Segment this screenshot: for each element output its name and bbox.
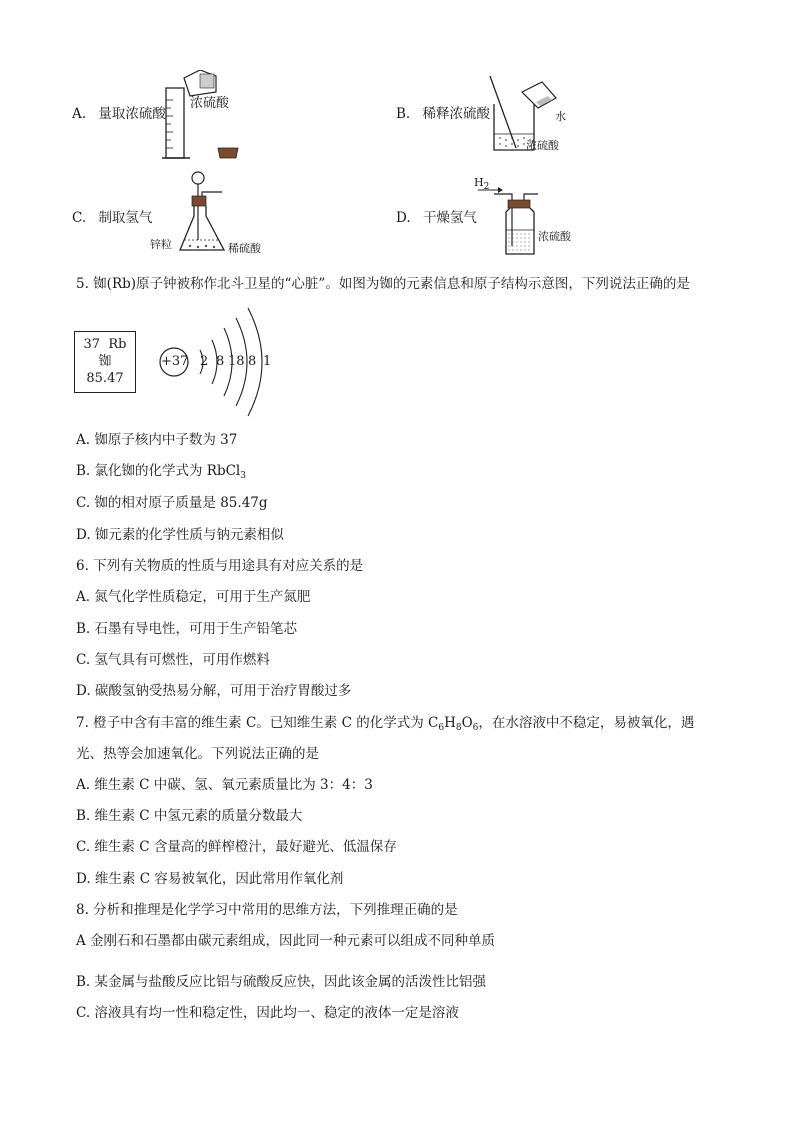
option-7b: B. 维生素 C 中氢元素的质量分数最大 xyxy=(76,808,303,824)
option-letter: A. xyxy=(72,106,87,122)
question-6-stem: 6. 下列有关物质的性质与用途具有对应关系的是 xyxy=(76,558,364,574)
fig-label-h2: $H_2$ xyxy=(474,176,490,192)
element-symbol: Rb xyxy=(108,337,127,352)
shell-1-count: 2 xyxy=(200,354,209,369)
shell-5-count: 1 xyxy=(263,354,272,369)
option-text: 干燥氢气 xyxy=(422,210,477,226)
fig-label-acid: 稀硫酸 xyxy=(228,242,261,255)
option-7a: A. 维生素 C 中碳、氢、氧元素质量比为 3：4：3 xyxy=(76,777,373,793)
fig-label-acid: 浓硫酸 xyxy=(526,139,559,152)
shell-2-count: 8 xyxy=(216,354,225,369)
element-name: 铷 xyxy=(98,354,112,369)
option-7d: D. 维生素 C 容易被氧化，因此常用作氧化剂 xyxy=(76,871,344,887)
fig-label-acid: 浓硫酸 xyxy=(190,96,230,111)
option-5a: A. 铷原子核内中子数为 37 xyxy=(76,432,238,448)
option-4b xyxy=(396,105,490,123)
option-text: 稀释浓硫酸 xyxy=(422,106,491,122)
question-7-stem-line2: 光、热等会加速氧化。下列说法正确的是 xyxy=(76,746,319,762)
option-8a: A 金刚石和石墨都由碳元素组成，因此同一种元素可以组成不同种单质 xyxy=(76,933,496,949)
fig-label-acid: 浓硫酸 xyxy=(538,230,571,243)
option-7c: C. 维生素 C 含量高的鲜榨橙汁，最好避光、低温保存 xyxy=(76,839,397,855)
nucleus-charge: +37 xyxy=(161,354,189,369)
option-5b: B. 氯化铷的化学式为 RbCl$_3$ xyxy=(76,463,246,481)
atomic-mass: 85.47 xyxy=(86,371,124,386)
question-5-stem: 5. 铷(Rb)原子钟被称作北斗卫星的“心脏”。如图为铷的元素信息和原子结构示意图，下列说法正确的是 xyxy=(76,276,690,292)
option-6d: D. 碳酸氢钠受热易分解，可用于治疗胃酸过多 xyxy=(76,683,352,699)
shell-4-count: 8 xyxy=(248,354,257,369)
graduated-cylinder-figure xyxy=(160,70,250,162)
option-text: 制取氢气 xyxy=(98,210,153,226)
option-4a xyxy=(72,105,166,123)
option-4d xyxy=(396,209,477,227)
option-text: 量取浓硫酸 xyxy=(98,106,166,122)
atomic-number: 37 xyxy=(83,337,101,352)
option-5d: D. 铷元素的化学性质与钠元素相似 xyxy=(76,527,284,543)
fig-label-water: 水 xyxy=(555,110,566,123)
option-5c: C. 铷的相对原子质量是 85.47g xyxy=(76,495,268,511)
fig-label-zinc: 锌粒 xyxy=(150,238,172,251)
option-6a: A. 氮气化学性质稳定，可用于生产氮肥 xyxy=(76,589,311,605)
option-6b: B. 石墨有导电性，可用于生产铅笔芯 xyxy=(76,621,298,637)
question-7-stem-line1: 7. 橙子中含有丰富的维生素 C。已知维生素 C 的化学式为 $C_6H_8O_6$，在水溶液中不稳定，易被氧化，遇 xyxy=(76,715,695,733)
element-card xyxy=(74,331,136,393)
question-8-stem: 8. 分析和推理是化学学习中常用的思维方法，下列推理正确的是 xyxy=(76,902,458,918)
option-letter: D. xyxy=(396,210,411,226)
gas-drying-figure xyxy=(476,186,556,258)
option-letter: B. xyxy=(396,106,411,122)
option-4c xyxy=(72,209,152,227)
option-letter: C. xyxy=(72,210,87,226)
option-6c: C. 氢气具有可燃性，可用作燃料 xyxy=(76,652,270,668)
option-8b: B. 某金属与盐酸反应比铝与硫酸反应快，因此该金属的活泼性比铝强 xyxy=(76,974,487,990)
option-8c: C. 溶液具有均一性和稳定性，因此均一、稳定的液体一定是溶液 xyxy=(76,1005,459,1021)
shell-3-count: 18 xyxy=(228,354,245,369)
